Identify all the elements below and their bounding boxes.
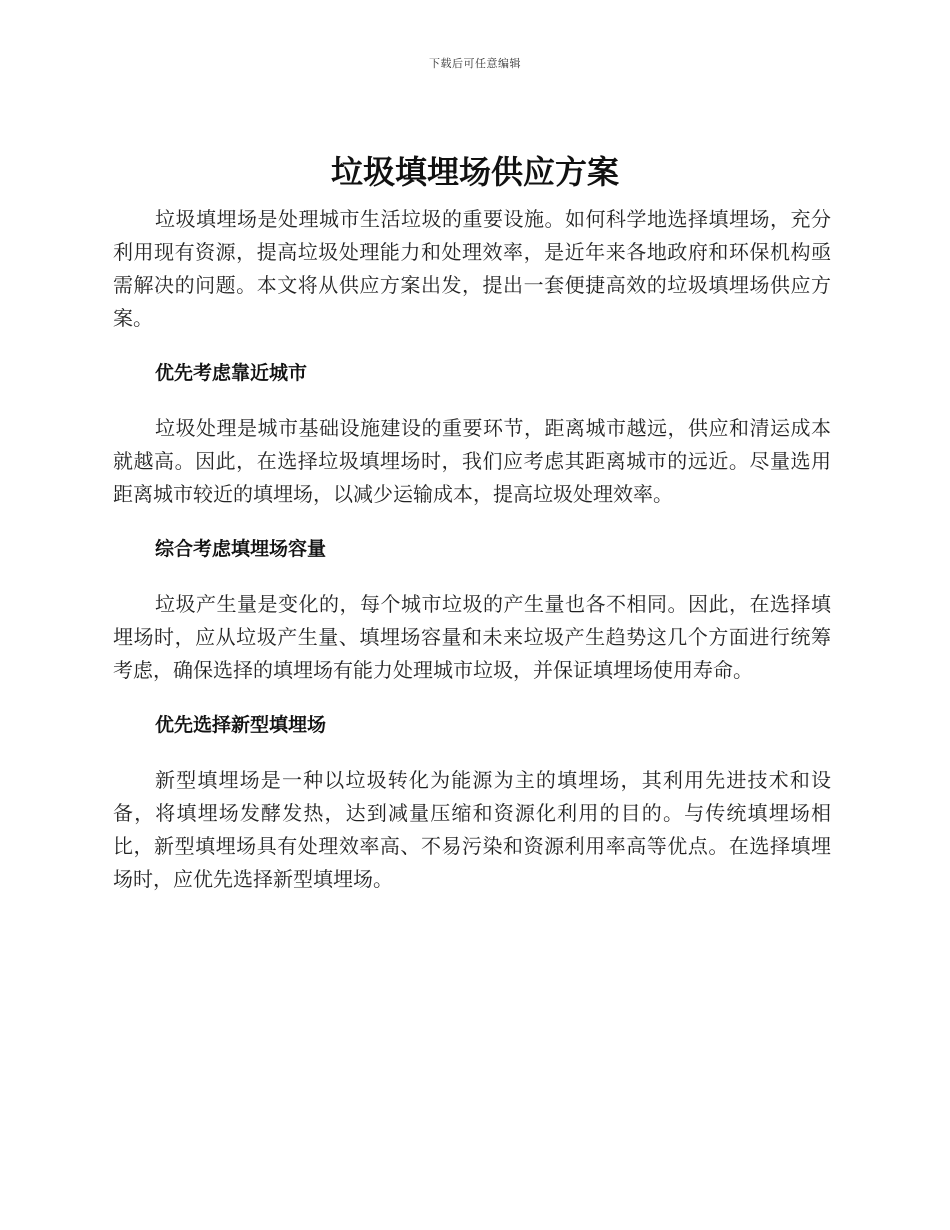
document-title: 垃圾填埋场供应方案 bbox=[330, 153, 619, 191]
section-heading-proximity: 优先考虑靠近城市 bbox=[155, 362, 308, 384]
section-body-new-type: 新型填埋场是一种以垃圾转化为能源为主的填埋场，其利用先进技术和设备，将填埋场发酵发热，达到减量压缩和资源化利用的目的。与传统填埋场相比，新型填埋场具有处理效率高、不易污染和资源利用率高等优点。在选择填埋场时，应优先选择新型填埋场。 bbox=[113, 768, 831, 891]
section-body-proximity: 垃圾处理是城市基础设施建设的重要环节，距离城市越远，供应和清运成本就越高。因此，在选择垃圾填埋场时，我们应考虑其距离城市的远近。尽量选用距离城市较近的填埋场，以减少运输成本，提高垃圾处理效率。 bbox=[113, 416, 831, 506]
header-note: 下载后可任意编辑 bbox=[429, 57, 521, 70]
intro-paragraph: 垃圾填埋场是处理城市生活垃圾的重要设施。如何科学地选择填埋场，充分利用现有资源，提高垃圾处理能力和处理效率，是近年来各地政府和环保机构亟需解决的问题。本文将从供应方案出发，提出一套便捷高效的垃圾填埋场供应方案。 bbox=[113, 207, 831, 330]
section-heading-new-type: 优先选择新型填埋场 bbox=[155, 714, 327, 736]
section-body-capacity: 垃圾产生量是变化的，每个城市垃圾的产生量也各不相同。因此，在选择填埋场时，应从垃圾产生量、填埋场容量和未来垃圾产生趋势这几个方面进行统筹考虑，确保选择的填埋场有能力处理城市垃圾，并保证填埋场使用寿命。 bbox=[113, 592, 831, 682]
document-body bbox=[113, 203, 831, 896]
section-heading-capacity: 综合考虑填埋场容量 bbox=[155, 538, 327, 560]
